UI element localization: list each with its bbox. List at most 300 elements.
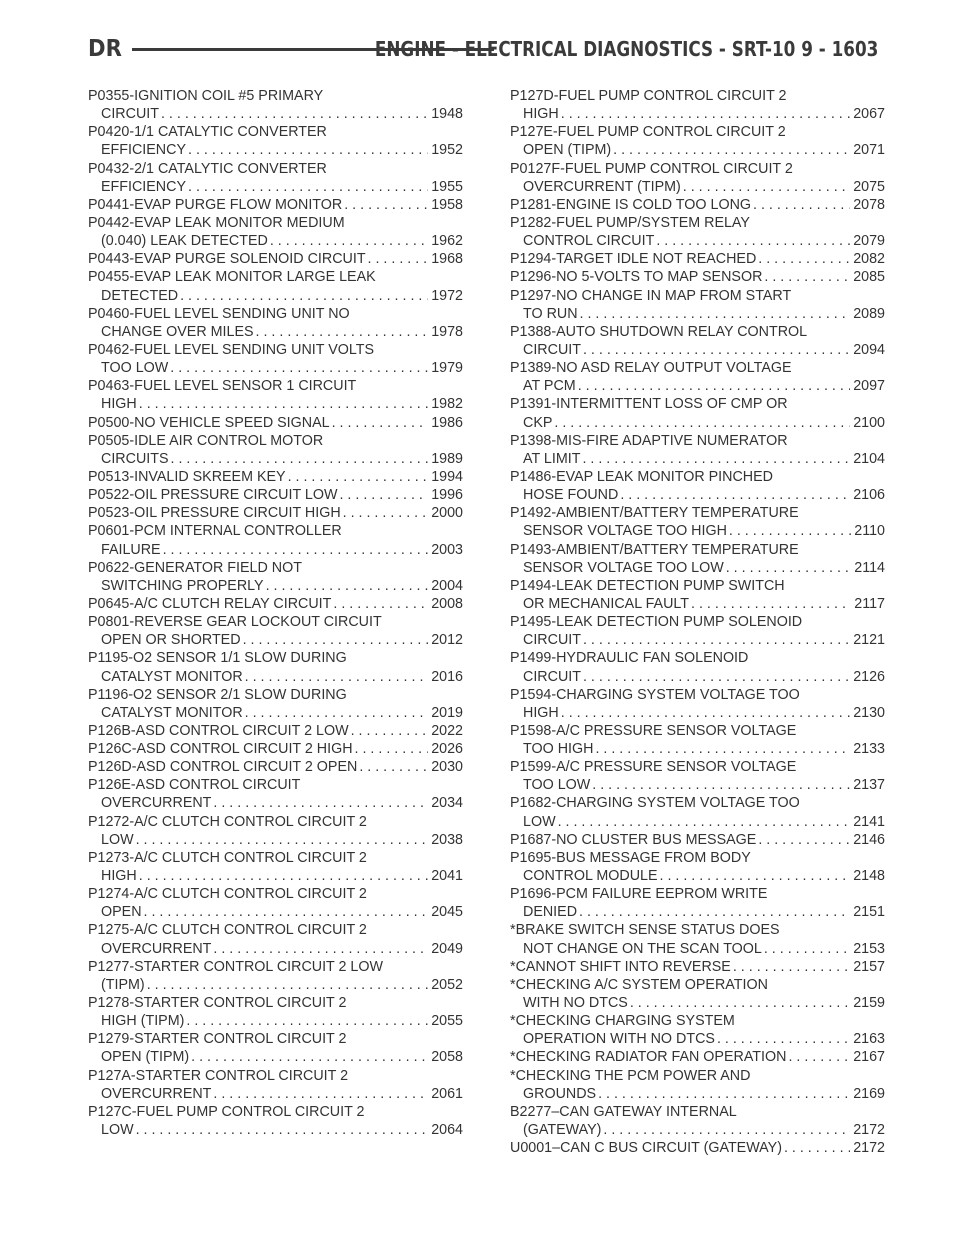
page-number: 1958	[431, 196, 463, 213]
index-entry	[88, 740, 463, 758]
entry-line: P0420-1/1 CATALYTIC CONVERTER	[88, 124, 327, 141]
page-number: 2106	[853, 487, 885, 504]
page-number: 2167	[853, 1049, 885, 1066]
entry-line: P127E-FUEL PUMP CONTROL CIRCUIT 2	[510, 124, 786, 141]
entry-line-with-page	[88, 740, 463, 758]
entry-line: P1195-O2 SENSOR 1/1 SLOW DURING	[88, 650, 347, 667]
entry-line: P0622-GENERATOR FIELD NOT	[88, 559, 302, 576]
entry-line: *BRAKE SWITCH SENSE STATUS DOES	[510, 922, 780, 939]
index-entry	[510, 250, 885, 268]
dot-leader	[268, 232, 428, 250]
index-entry	[510, 885, 885, 921]
dot-leader	[353, 740, 429, 758]
dot-leader	[184, 1012, 428, 1030]
entry-line-with-page	[88, 178, 463, 196]
entry-title: OVERCURRENT	[101, 1085, 212, 1102]
dot-leader	[727, 522, 851, 540]
index-entry	[88, 377, 463, 413]
entry-title: P0523-OIL PRESSURE CIRCUIT HIGH	[88, 505, 341, 522]
dot-leader	[357, 758, 428, 776]
page-number: 2049	[431, 940, 463, 957]
entry-title: LOW	[523, 813, 556, 830]
page-header	[88, 36, 878, 66]
entry-line-with-page	[510, 704, 885, 722]
dot-leader	[137, 395, 428, 413]
entry-title: (GATEWAY)	[523, 1122, 602, 1139]
entry-title: WITH NO DTCS	[523, 995, 628, 1012]
index-entry	[88, 196, 463, 214]
dot-leader	[186, 178, 428, 196]
index-entry	[510, 504, 885, 540]
index-entry	[88, 432, 463, 468]
page-number: 2159	[853, 995, 885, 1012]
entry-line: P1389-NO ASD RELAY OUTPUT VOLTAGE	[510, 360, 792, 377]
entry-line-with-page	[510, 250, 885, 268]
page-number: 1972	[431, 287, 463, 304]
entry-title: OPEN (TIPM)	[523, 142, 612, 159]
entry-line-with-page	[510, 341, 885, 359]
entry-title: P0443-EVAP PURGE SOLENOID CIRCUIT	[88, 251, 366, 268]
index-entry	[510, 649, 885, 685]
entry-title: P0645-A/C CLUTCH RELAY CIRCUIT	[88, 595, 332, 612]
entry-line-with-page	[510, 867, 885, 885]
index-entry	[510, 160, 885, 196]
page-number: 2000	[431, 505, 463, 522]
entry-title: P0441-EVAP PURGE FLOW MONITOR	[88, 196, 343, 213]
dot-leader	[581, 668, 850, 686]
page-number: 2141	[853, 813, 885, 830]
index-column-left	[88, 87, 463, 1139]
entry-line: P1278-STARTER CONTROL CIRCUIT 2	[88, 995, 347, 1012]
entry-line-with-page	[88, 232, 463, 250]
page-number: 2061	[431, 1085, 463, 1102]
entry-line: P0432-2/1 CATALYTIC CONVERTER	[88, 160, 327, 177]
dot-leader	[159, 105, 428, 123]
entry-title: CKP	[523, 414, 553, 431]
entry-line: *CHECKING CHARGING SYSTEM	[510, 1013, 735, 1030]
page-number: 2110	[854, 523, 885, 540]
dot-leader	[611, 141, 850, 159]
page-number: 2089	[853, 305, 885, 322]
dot-leader	[366, 250, 429, 268]
index-entry	[510, 958, 885, 976]
page-number: 2008	[431, 595, 463, 612]
index-entry	[510, 758, 885, 794]
dot-leader	[762, 940, 850, 958]
entry-title: AT PCM	[523, 378, 576, 395]
entry-line: P0505-IDLE AIR CONTROL MOTOR	[88, 432, 324, 449]
index-entry	[510, 432, 885, 468]
entry-line: *CHECKING THE PCM POWER AND	[510, 1067, 751, 1084]
dot-leader	[731, 958, 850, 976]
dot-leader	[559, 105, 850, 123]
page-number: 2003	[431, 541, 463, 558]
dot-leader	[161, 541, 429, 559]
page-number: 1982	[431, 396, 463, 413]
entry-line-with-page	[510, 105, 885, 123]
entry-line-with-page	[510, 994, 885, 1012]
index-entry	[510, 214, 885, 250]
page-number: 2172	[853, 1122, 885, 1139]
entry-line-with-page	[510, 631, 885, 649]
page-number: 2157	[853, 958, 885, 975]
index-entry	[510, 323, 885, 359]
page-number: 2126	[853, 668, 885, 685]
entry-title: OVERCURRENT	[101, 940, 212, 957]
entry-line: P0127F-FUEL PUMP CONTROL CIRCUIT 2	[510, 160, 793, 177]
index-entry	[88, 123, 463, 159]
entry-line-with-page	[510, 559, 885, 577]
dot-leader	[349, 722, 429, 740]
entry-line: P1492-AMBIENT/BATTERY TEMPERATURE	[510, 505, 799, 522]
index-entry	[510, 1048, 885, 1066]
page-number: 2045	[431, 904, 463, 921]
index-entry	[88, 87, 463, 123]
page-number: 1955	[431, 178, 463, 195]
entry-title: P1281-ENGINE IS COLD TOO LONG	[510, 196, 752, 213]
page-number: 2055	[431, 1013, 463, 1030]
dot-leader	[618, 486, 850, 504]
index-entry	[88, 414, 463, 432]
entry-line-with-page	[510, 668, 885, 686]
page-number: 2169	[853, 1085, 885, 1102]
page-number: 2130	[853, 704, 885, 721]
entry-title: SENSOR VOLTAGE TOO HIGH	[523, 523, 727, 540]
entry-line: P1598-A/C PRESSURE SENSOR VOLTAGE	[510, 722, 797, 739]
dot-leader	[286, 468, 429, 486]
entry-title: GROUNDS	[523, 1085, 597, 1102]
entry-title: CONTROL CIRCUIT	[523, 233, 655, 250]
page-number: 2121	[853, 632, 885, 649]
entry-line: P1391-INTERMITTENT LOSS OF CMP OR	[510, 396, 788, 413]
entry-title: OPEN (TIPM)	[101, 1049, 190, 1066]
dot-leader	[581, 341, 850, 359]
entry-line-with-page	[88, 668, 463, 686]
dot-leader	[211, 1085, 428, 1103]
page-number: 2012	[431, 632, 463, 649]
index-entry	[88, 722, 463, 740]
entry-line-with-page	[510, 1030, 885, 1048]
index-entry	[88, 958, 463, 994]
page-number: 2038	[431, 831, 463, 848]
index-entry	[88, 305, 463, 341]
dot-leader	[243, 668, 429, 686]
index-entry	[88, 1067, 463, 1103]
index-entry	[88, 559, 463, 595]
entry-line: P1273-A/C CLUTCH CONTROL CIRCUIT 2	[88, 849, 367, 866]
entry-title: P1296-NO 5-VOLTS TO MAP SENSOR	[510, 269, 763, 286]
entry-line-with-page	[510, 1085, 885, 1103]
entry-line: P1282-FUEL PUMP/SYSTEM RELAY	[510, 214, 750, 231]
entry-title: CIRCUITS	[101, 450, 169, 467]
dot-leader	[243, 704, 429, 722]
index-entry	[88, 268, 463, 304]
dot-leader	[241, 631, 429, 649]
page-number: 2082	[853, 251, 885, 268]
page-number: 2026	[431, 741, 463, 758]
entry-line-with-page	[88, 794, 463, 812]
index-entry	[88, 341, 463, 377]
dot-leader	[590, 776, 850, 794]
page-number: 2022	[431, 722, 463, 739]
page-number: 2058	[431, 1049, 463, 1066]
dot-leader	[596, 1085, 850, 1103]
index-entry	[510, 1012, 885, 1048]
entry-line-with-page	[88, 450, 463, 468]
page-number: 1996	[431, 487, 463, 504]
entry-line-with-page	[510, 595, 885, 613]
index-entry	[510, 87, 885, 123]
entry-line-with-page	[510, 813, 885, 831]
dot-leader	[137, 867, 428, 885]
entry-line-with-page	[510, 522, 885, 540]
entry-title: P0522-OIL PRESSURE CIRCUIT LOW	[88, 487, 338, 504]
dot-leader	[145, 976, 429, 994]
entry-line: P1196-O2 SENSOR 2/1 SLOW DURING	[88, 686, 347, 703]
index-entry	[510, 722, 885, 758]
entry-line-with-page	[88, 414, 463, 432]
entry-line: P1495-LEAK DETECTION PUMP SOLENOID	[510, 614, 803, 631]
entry-title: P1294-TARGET IDLE NOT REACHED	[510, 251, 757, 268]
entry-title: OVERCURRENT	[101, 795, 212, 812]
entry-title: OVERCURRENT (TIPM)	[523, 178, 681, 195]
entry-line: P1499-HYDRAULIC FAN SOLENOID	[510, 650, 749, 667]
index-entry	[88, 160, 463, 196]
entry-line: P0460-FUEL LEVEL SENDING UNIT NO	[88, 305, 350, 322]
entry-line-with-page	[88, 541, 463, 559]
page-number: 2071	[853, 142, 885, 159]
entry-title: HIGH	[523, 704, 559, 721]
entry-line: P1277-STARTER CONTROL CIRCUIT 2 LOW	[88, 958, 383, 975]
dot-leader	[330, 414, 429, 432]
entry-line-with-page	[88, 250, 463, 268]
page-number: 2019	[431, 704, 463, 721]
entry-line-with-page	[88, 323, 463, 341]
entry-title: FAILURE	[101, 541, 161, 558]
entry-line: P0355-IGNITION COIL #5 PRIMARY	[88, 88, 324, 104]
page-number: 2041	[431, 868, 463, 885]
entry-title: *CHECKING RADIATOR FAN OPERATION	[510, 1049, 787, 1066]
entry-line: P1279-STARTER CONTROL CIRCUIT 2	[88, 1031, 347, 1048]
entry-line: P1493-AMBIENT/BATTERY TEMPERATURE	[510, 541, 799, 558]
entry-line-with-page	[510, 486, 885, 504]
entry-line: P1388-AUTO SHUTDOWN RELAY CONTROL	[510, 323, 808, 340]
entry-line: P0463-FUEL LEVEL SENSOR 1 CIRCUIT	[88, 378, 357, 395]
entry-line-with-page	[88, 831, 463, 849]
entry-title: TOO LOW	[101, 360, 169, 377]
dot-leader	[186, 141, 428, 159]
dot-leader	[576, 377, 850, 395]
page-number: 2146	[853, 831, 885, 848]
entry-line-with-page	[88, 577, 463, 595]
entry-title: P0500-NO VEHICLE SPEED SIGNAL	[88, 414, 330, 431]
entry-title: (TIPM)	[101, 976, 145, 993]
entry-line-with-page	[88, 976, 463, 994]
entry-line-with-page	[88, 631, 463, 649]
index-entry	[88, 504, 463, 522]
entry-title: NOT CHANGE ON THE SCAN TOOL	[523, 940, 762, 957]
entry-line: P1274-A/C CLUTCH CONTROL CIRCUIT 2	[88, 886, 367, 903]
entry-line-with-page	[510, 740, 885, 758]
index-entry	[88, 885, 463, 921]
entry-line: P127D-FUEL PUMP CONTROL CIRCUIT 2	[510, 88, 787, 104]
dot-leader	[658, 867, 851, 885]
entry-title: CATALYST MONITOR	[101, 704, 243, 721]
index-entry	[510, 849, 885, 885]
index-entry	[510, 468, 885, 504]
entry-title: DENIED	[523, 904, 578, 921]
page-number: 1994	[431, 468, 463, 485]
entry-line-with-page	[88, 595, 463, 613]
entry-line: P1275-A/C CLUTCH CONTROL CIRCUIT 2	[88, 922, 367, 939]
entry-title: CONTROL MODULE	[523, 868, 658, 885]
entry-line: B2277–CAN GATEWAY INTERNAL	[510, 1103, 737, 1120]
index-entry	[510, 1139, 885, 1157]
entry-line-with-page	[510, 450, 885, 468]
dot-leader	[577, 903, 850, 921]
page-number: 1978	[431, 323, 463, 340]
page-number: 2075	[853, 178, 885, 195]
dot-leader	[189, 1048, 428, 1066]
entry-line: P1494-LEAK DETECTION PUMP SWITCH	[510, 577, 785, 594]
dot-leader	[762, 268, 850, 286]
dot-leader	[556, 813, 851, 831]
index-entry	[88, 595, 463, 613]
entry-title: LOW	[101, 831, 134, 848]
entry-title: OPEN	[101, 904, 142, 921]
entry-line-with-page	[88, 940, 463, 958]
index-column-right	[510, 87, 885, 1157]
index-entry	[510, 395, 885, 431]
entry-line-with-page	[88, 1121, 463, 1139]
entry-line-with-page	[88, 1048, 463, 1066]
entry-line: P126E-ASD CONTROL CIRCUIT	[88, 777, 301, 794]
page-title: ENGINE - ELECTRICAL DIAGNOSTICS - SRT-10 9 - 1603	[374, 37, 878, 61]
entry-line-with-page	[510, 196, 885, 214]
entry-title: U0001–CAN C BUS CIRCUIT (GATEWAY)	[510, 1140, 782, 1157]
index-entry	[510, 794, 885, 830]
dot-leader	[211, 794, 428, 812]
dot-leader	[580, 450, 850, 468]
index-entry	[510, 196, 885, 214]
index-entry	[88, 214, 463, 250]
entry-title: LOW	[101, 1122, 134, 1139]
page-number: 2151	[853, 904, 885, 921]
entry-line-with-page	[88, 395, 463, 413]
entry-title: P1687-NO CLUSTER BUS MESSAGE	[510, 831, 757, 848]
dot-leader	[134, 1121, 429, 1139]
entry-title: (0.040) LEAK DETECTED	[101, 233, 268, 250]
entry-line: P1695-BUS MESSAGE FROM BODY	[510, 849, 751, 866]
entry-line-with-page	[88, 196, 463, 214]
entry-line-with-page	[88, 486, 463, 504]
entry-line: P1682-CHARGING SYSTEM VOLTAGE TOO	[510, 795, 800, 812]
entry-line: P0462-FUEL LEVEL SENDING UNIT VOLTS	[88, 341, 375, 358]
entry-title: HIGH (TIPM)	[101, 1013, 185, 1030]
entry-title: P126D-ASD CONTROL CIRCUIT 2 OPEN	[88, 759, 358, 776]
entry-line-with-page	[88, 141, 463, 159]
index-entry	[88, 1030, 463, 1066]
dot-leader	[342, 196, 428, 214]
page-number: 2085	[853, 269, 885, 286]
entry-line: P127C-FUEL PUMP CONTROL CIRCUIT 2	[88, 1103, 365, 1120]
entry-title: EFFICIENCY	[101, 178, 186, 195]
page-number: 1968	[431, 251, 463, 268]
page-number: 2052	[431, 976, 463, 993]
page-number: 2100	[853, 414, 885, 431]
index-entry	[510, 541, 885, 577]
dot-leader	[782, 1139, 850, 1157]
entry-line-with-page	[510, 305, 885, 323]
dot-leader	[724, 559, 852, 577]
index-entry	[88, 1103, 463, 1139]
dot-leader	[168, 359, 428, 377]
index-entry	[510, 268, 885, 286]
index-entry	[510, 287, 885, 323]
index-entry	[510, 577, 885, 613]
page-number: 1989	[431, 450, 463, 467]
dot-leader	[552, 414, 850, 432]
page-number: 1962	[431, 233, 463, 250]
index-entry	[88, 613, 463, 649]
page-number: 2097	[853, 378, 885, 395]
dot-leader	[337, 486, 428, 504]
entry-title: OPEN OR SHORTED	[101, 632, 241, 649]
entry-line-with-page	[510, 1121, 885, 1139]
index-entry	[510, 686, 885, 722]
page-number: 2104	[853, 450, 885, 467]
dot-leader	[751, 196, 850, 214]
page-number: 2064	[431, 1122, 463, 1139]
page-number: 2137	[853, 777, 885, 794]
entry-title: CIRCUIT	[523, 668, 581, 685]
dot-leader	[715, 1030, 850, 1048]
index-entry	[510, 921, 885, 957]
entry-title: TO RUN	[523, 305, 578, 322]
page-number: 2016	[431, 668, 463, 685]
entry-line-with-page	[88, 903, 463, 921]
entry-line-with-page	[510, 903, 885, 921]
entry-line: *CHECKING A/C SYSTEM OPERATION	[510, 976, 768, 993]
page-number: 2153	[853, 940, 885, 957]
entry-line-with-page	[88, 504, 463, 522]
entry-line: P127A-STARTER CONTROL CIRCUIT 2	[88, 1067, 349, 1084]
page-number: 2094	[853, 341, 885, 358]
index-entry	[88, 522, 463, 558]
entry-title: TOO HIGH	[523, 741, 594, 758]
page-number: 2004	[431, 577, 463, 594]
dot-leader	[264, 577, 429, 595]
entry-title: *CANNOT SHIFT INTO REVERSE	[510, 958, 731, 975]
dot-leader	[559, 704, 850, 722]
page-number: 1979	[431, 360, 463, 377]
dot-leader	[331, 595, 428, 613]
index-entry	[88, 776, 463, 812]
page-number: 1948	[431, 106, 463, 123]
dot-leader	[169, 450, 429, 468]
entry-line-with-page	[88, 1085, 463, 1103]
entry-line: P0455-EVAP LEAK MONITOR LARGE LEAK	[88, 269, 376, 286]
entry-line-with-page	[510, 940, 885, 958]
page-number: 2067	[853, 106, 885, 123]
index-entry	[510, 831, 885, 849]
dot-leader	[681, 178, 850, 196]
dot-leader	[254, 323, 429, 341]
entry-title: P126C-ASD CONTROL CIRCUIT 2 HIGH	[88, 741, 353, 758]
dot-leader	[654, 232, 850, 250]
entry-title: CATALYST MONITOR	[101, 668, 243, 685]
entry-line: P1599-A/C PRESSURE SENSOR VOLTAGE	[510, 759, 797, 776]
